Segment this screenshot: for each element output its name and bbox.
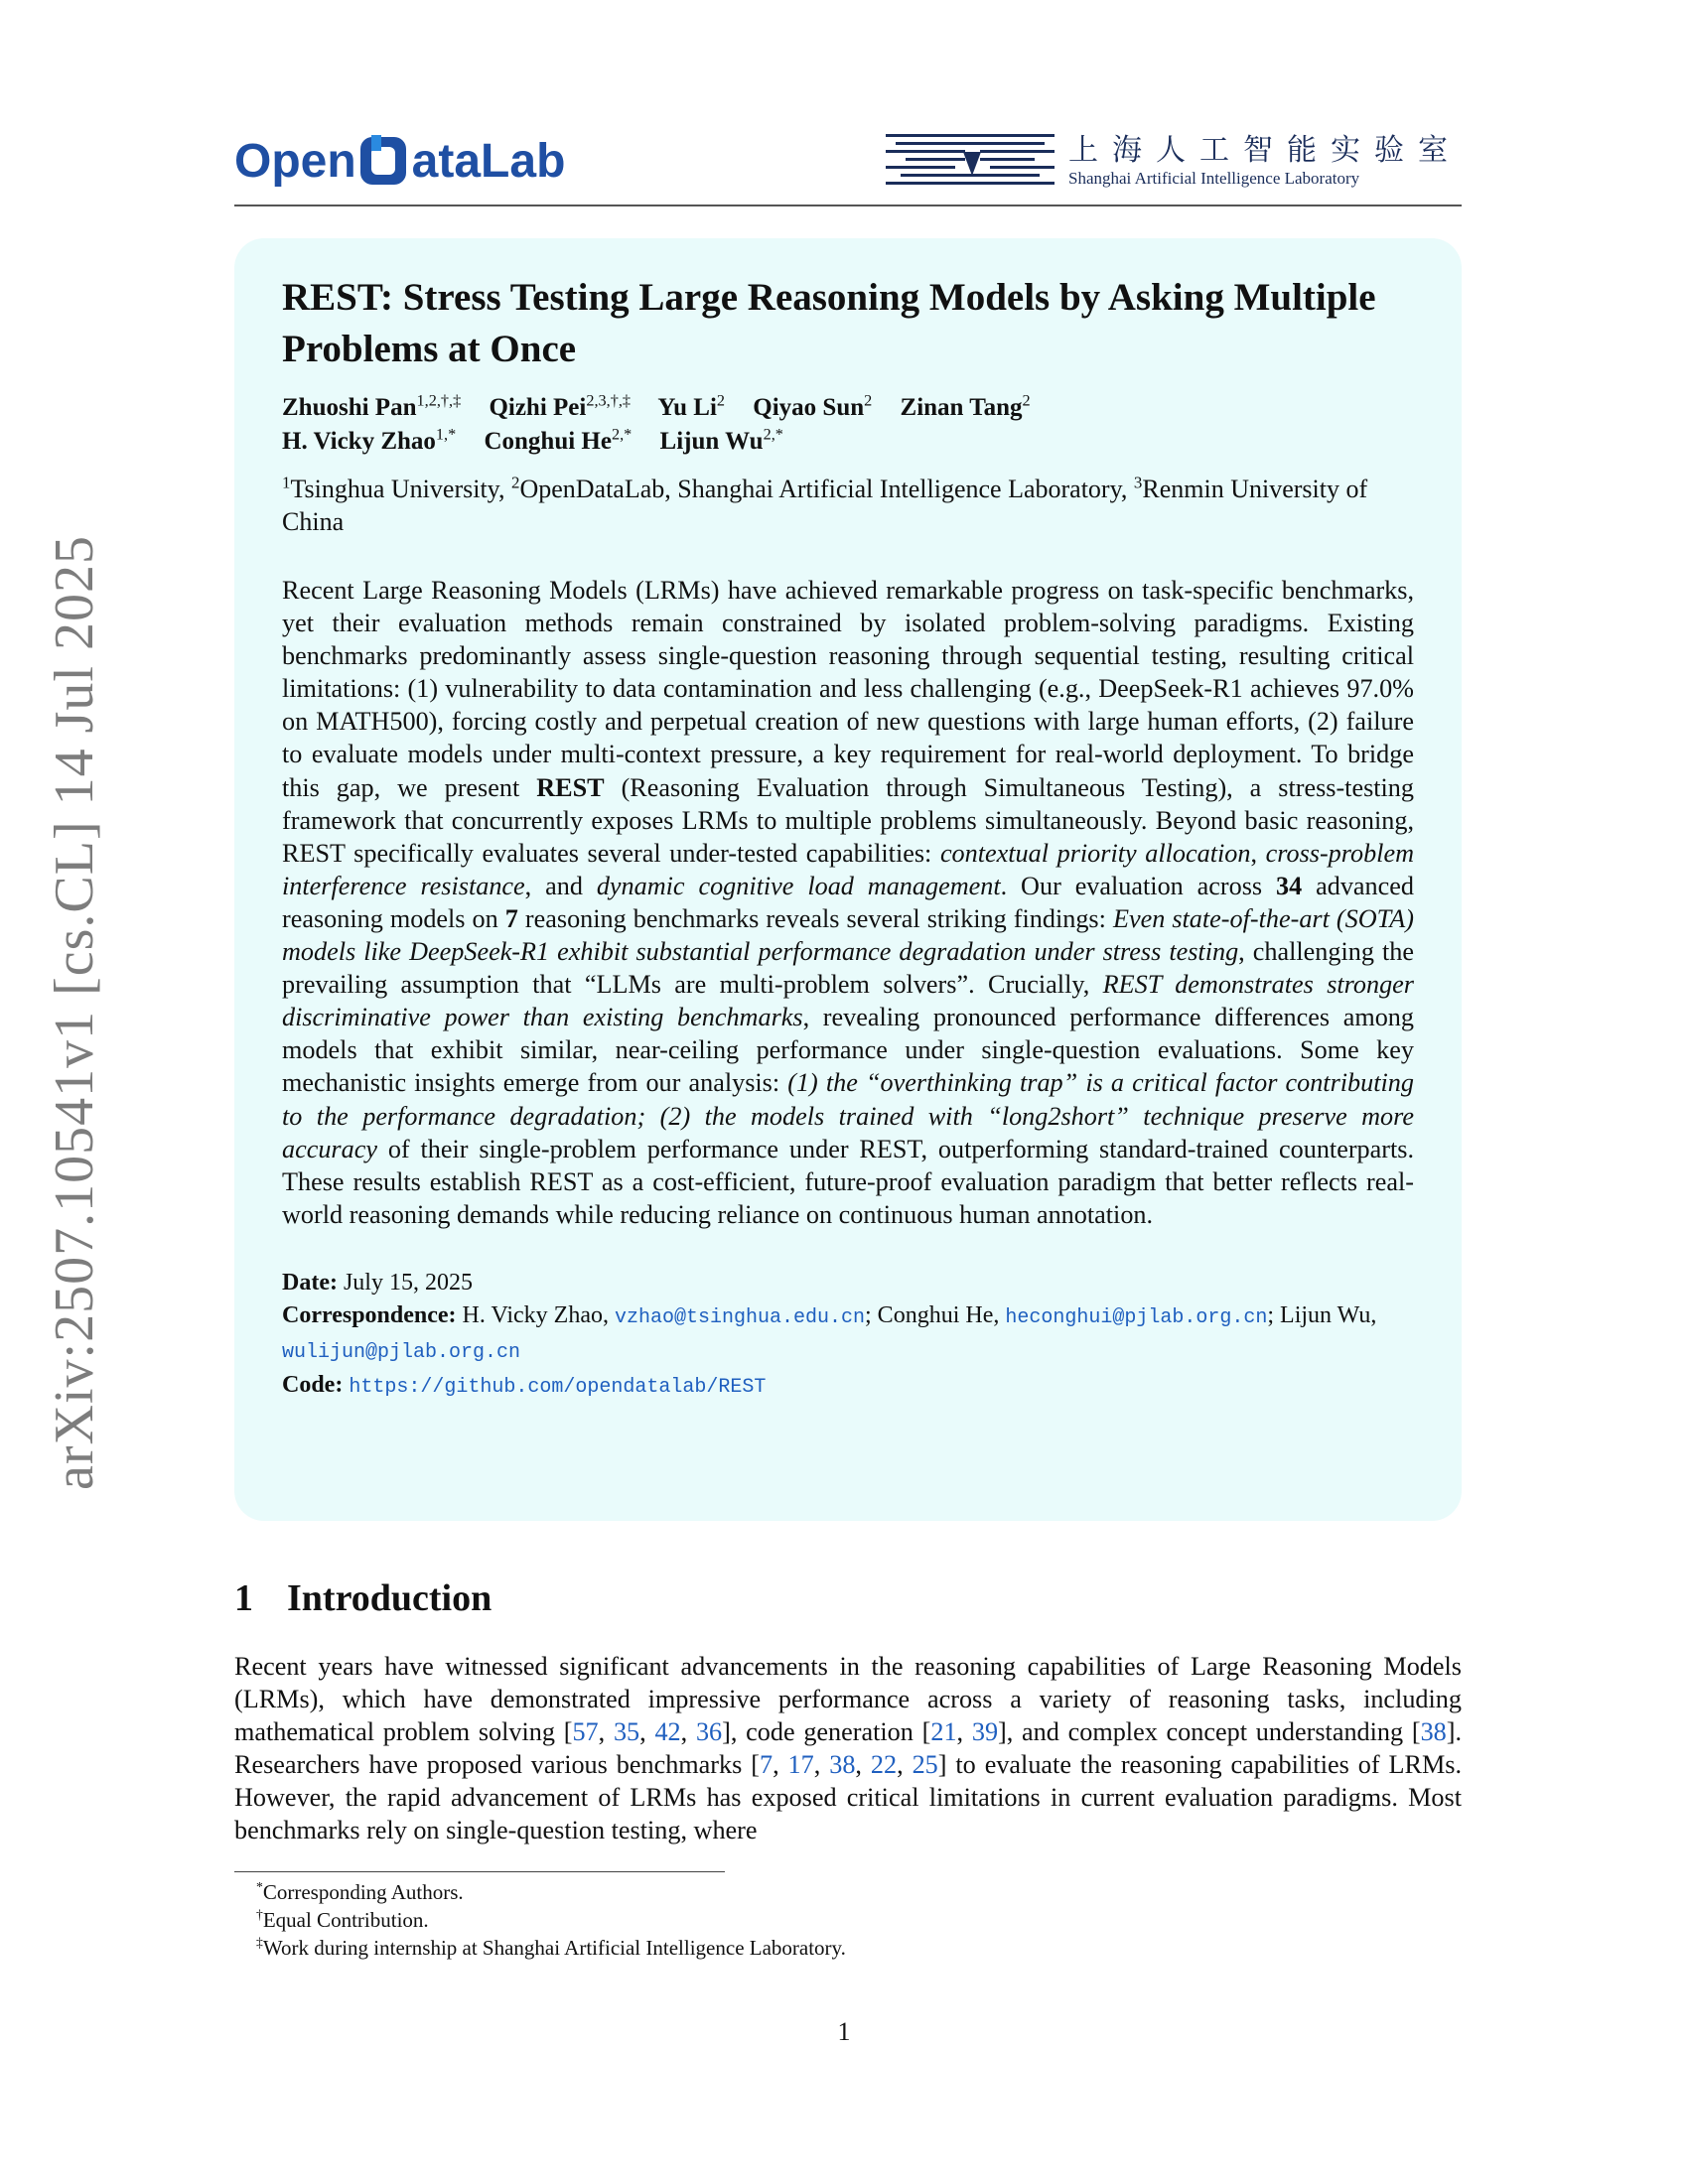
citation-link[interactable]: 17 (787, 1750, 814, 1779)
footnote-rule (234, 1871, 725, 1872)
date-line: Date: July 15, 2025 (282, 1269, 473, 1296)
opendatalab-logo (234, 133, 565, 189)
email-link[interactable]: vzhao@tsinghua.edu.cn (614, 1305, 866, 1329)
citation-link[interactable]: 36 (695, 1717, 723, 1746)
author: Yu Li$^2$ (657, 391, 726, 421)
email-link[interactable]: heconghui@pjlab.org.cn (1005, 1305, 1268, 1329)
affiliations: $^1$Tsinghua University, $^2$OpenDataLab, Shanghai Artificial Intelligence Laboratory, $^3$Renmin University of China (282, 473, 1368, 536)
author: Qiyao Sun$^2$ (753, 391, 873, 421)
citation-link[interactable]: 25 (912, 1750, 938, 1779)
footnote: *Corresponding Authors. (256, 1879, 464, 1904)
abstract-box (234, 238, 1462, 1521)
logo-text-open: Open (234, 134, 356, 188)
lab-name-english: Shanghai Artificial Intelligence Laboratory (1068, 169, 1360, 188)
paper-metadata (282, 1267, 1414, 1404)
author: Zhuoshi Pan$^{1,2,\dagger,\ddagger}$ (282, 391, 462, 421)
citation-link[interactable]: 38 (1420, 1717, 1447, 1746)
citation-link[interactable]: 42 (654, 1717, 681, 1746)
citation-link[interactable]: 39 (971, 1717, 999, 1746)
introduction-paragraph: Recent years have witnessed significant advancements in the reasoning capabilities of Large Reasoning Models (LRMs), which have demonstrated impressive performance across a variety of reasoning tasks, including mathematical problem solving [57, 35, 42, 36], code generation [21, 39], and complex concept understanding [38]. Researchers have proposed various benchmarks [7, 17, 38, 22, 25] to evaluate the reasoning capabilities of LRMs. However, the rapid advancement of LRMs has exposed critical limitations in current evaluation paradigms. Most benchmarks rely on single-question testing, where (234, 1652, 1463, 1844)
paper-title: REST: Stress Testing Large Reasoning Models by Asking Multiple Problems at Once (282, 276, 1376, 370)
author: Conghui $He^{2,*}$ (484, 425, 633, 455)
arxiv-side-stamp: arXiv:2507.10541v1 [cs.CL] 14 Jul 2025 (44, 535, 105, 1490)
email-link[interactable]: wulijun@pjlab.org.cn (282, 1340, 521, 1364)
footnote: †Equal Contribution. (256, 1907, 429, 1932)
citation-link[interactable]: 35 (613, 1717, 640, 1746)
logo-text-datalab: ataLab (411, 134, 566, 188)
code-url-link[interactable]: https://github.com/opendatalab/REST (349, 1375, 767, 1399)
citation-link[interactable]: 7 (759, 1750, 774, 1779)
shanghai-ai-lab-emblem-icon (886, 132, 1055, 192)
citation-link[interactable]: 22 (870, 1750, 898, 1779)
section-heading-introduction: 1 Introduction (234, 1577, 492, 1619)
page-header (234, 129, 1462, 208)
citation-link[interactable]: 21 (930, 1717, 957, 1746)
page-number: 1 (837, 2017, 851, 2046)
author: Qizhi Pei$^{2,3,\dagger,\ddagger}$ (489, 391, 632, 421)
author: H. Vicky Zhao$^{1,*}$ (282, 425, 457, 455)
correspondence-line: Correspondence: H. Vicky Zhao, vzhao@tsinghua.edu.cn; Conghui He, heconghui@pjlab.org.cn; Lijun Wu, wulijun@pjlab.org.cn (282, 1301, 1377, 1364)
opendatalab-logo-icon (358, 133, 410, 189)
author: Lijun $Wu^{2,*}$ (659, 425, 783, 455)
footnotes (256, 1878, 846, 1962)
citation-link[interactable]: 38 (829, 1750, 856, 1779)
abstract-text: Recent Large Reasoning Models (LRMs) have achieved remarkable progress on task-specific benchmarks, yet their evaluation methods remain constrained by isolated problem-solving paradigms. Existing benchmarks predominantly assess single-question reasoning through sequential testing, resulting critical limitations: (1) vulnerability to data contamination and less challenging (e.g., DeepSeek-R1 achieves 97.0% on MATH500), forcing costly and perpetual creation of new questions with large human efforts, (2) failure to evaluate models under multi-context pressure, a key requirement for real-world deployment. To bridge this gap, we present REST (Reasoning Evaluation through Simultaneous Testing), a stress-testing framework that concurrently exposes LRMs to multiple problems simultaneously. Beyond basic reasoning, REST specifically evaluates several under-tested capabilities: contextual priority allocation, cross-problem interference resistance, and dynamic cognitive load management. Our evaluation across 34 advanced reasoning models on 7 reasoning benchmarks reveals several striking findings: Even state-of-the-art (SOTA) models like DeepSeek-R1 exhibit substantial performance degradation under stress testing, challenging the prevailing assumption that “LLMs are multi-problem solvers”. Crucially, REST demonstrates stronger discriminative power than existing benchmarks, revealing pronounced performance differences among models that exhibit similar, near-ceiling performance under single-question evaluations. Some key mechanistic insights emerge from our analysis: (1) the “overthinking trap” is a critical factor contributing to the performance degradation; (2) the models trained with “long2short” technique preserve more accuracy of their single-problem performance under REST, outperforming standard-trained counterparts. These results establish REST as a cost-efficient, future-proof evaluation paradigm that better reflects real-world reasoning demands while reducing reliance on continuous human annotation. (282, 576, 1415, 1229)
footnote: ‡Work during internship at Shanghai Artificial Intelligence Laboratory. (256, 1935, 846, 1960)
header-rule (234, 205, 1462, 206)
code-line: Code: https://github.com/opendatalab/REST (282, 1371, 767, 1399)
shanghai-ai-lab-logo (886, 129, 1462, 195)
author: Zinan Tang$^2$ (900, 391, 1031, 421)
citation-link[interactable]: 57 (572, 1717, 599, 1746)
lab-name-chinese: 上海人工智能实验室 (1068, 133, 1462, 168)
author-list (282, 391, 1414, 459)
